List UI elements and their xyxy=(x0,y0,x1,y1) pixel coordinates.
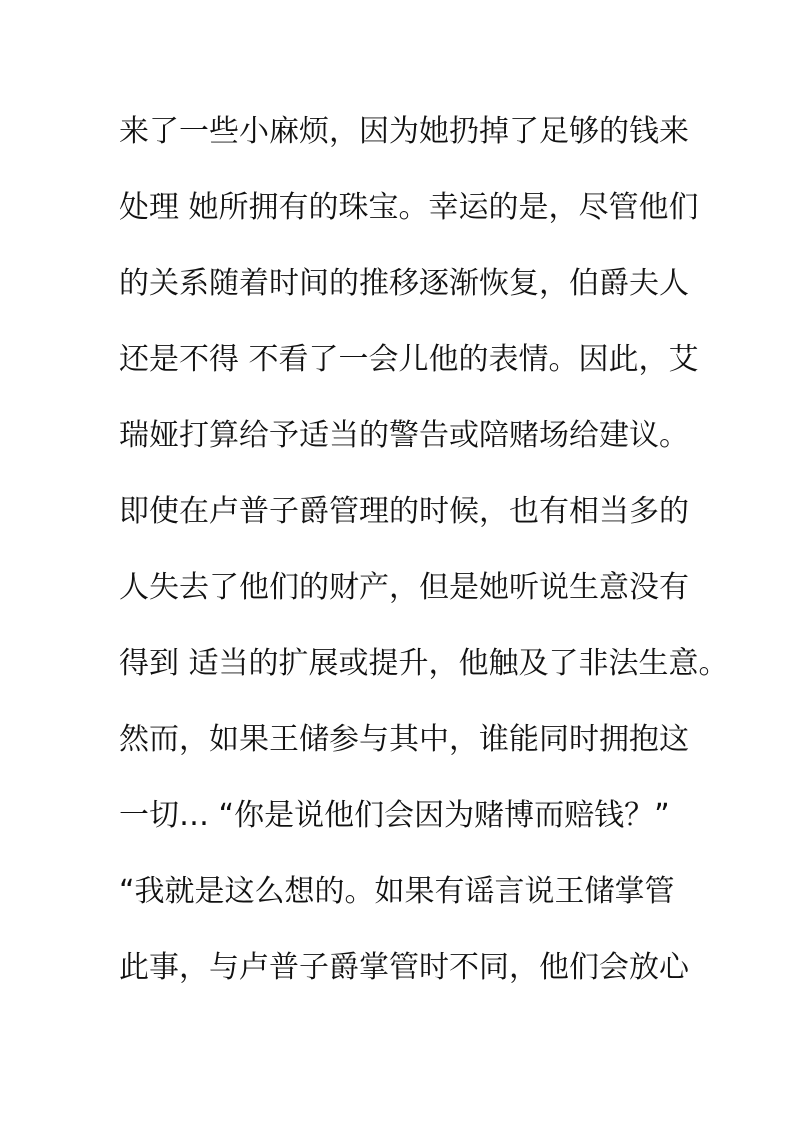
text-line-4: 还是不得 不看了一会儿他的表情。因此，艾 xyxy=(119,342,699,377)
text-line-1: 来了一些小麻烦，因为她扔掉了足够的钱来 xyxy=(119,114,689,149)
text-line-9: 然而，如果王储参与其中，谁能同时拥抱这 xyxy=(119,722,689,757)
body-text xyxy=(119,108,729,1020)
text-line-3: 的关系随着时间的推移逐渐恢复，伯爵夫人 xyxy=(119,266,689,301)
text-line-5: 瑞娅打算给予适当的警告或陪赌场给建议。 xyxy=(119,418,689,453)
text-line-11: “我就是这么想的。如果有谣言说王储掌管 xyxy=(119,874,675,909)
text-line-6: 即使在卢普子爵管理的时候，也有相当多的 xyxy=(119,494,689,529)
text-line-2: 处理 她所拥有的珠宝。幸运的是，尽管他们 xyxy=(119,190,699,225)
text-line-10: 一切… “你是说他们会因为赌博而赔钱？” xyxy=(119,798,670,833)
text-line-12: 此事，与卢普子爵掌管时不同，他们会放心 xyxy=(119,950,689,985)
text-line-8: 得到 适当的扩展或提升，他触及了非法生意。 xyxy=(119,646,729,681)
text-line-7: 人失去了他们的财产，但是她听说生意没有 xyxy=(119,570,689,605)
